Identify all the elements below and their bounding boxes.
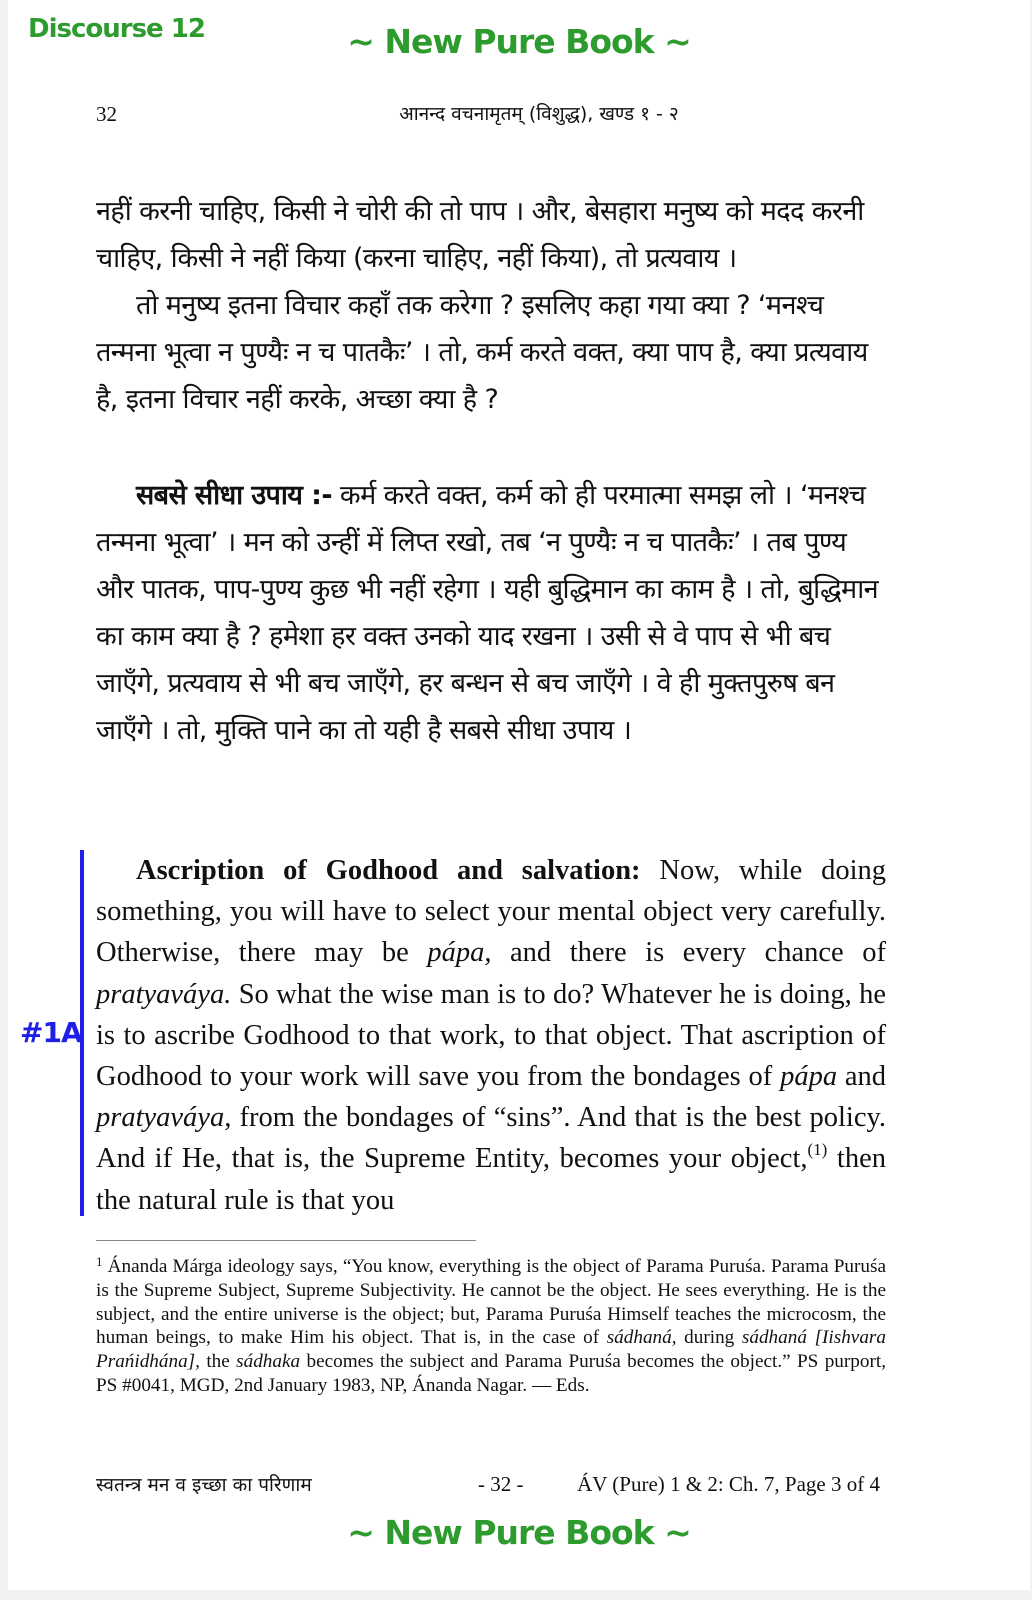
term-papa: pápa,: [427, 937, 492, 969]
term-pratyavaya: pratyaváya,: [96, 1102, 232, 1134]
english-text: Now, while doing something, you will have to select your mental object very carefully. Otherwise, there may be: [96, 855, 886, 969]
english-text: and: [837, 1061, 887, 1093]
hindi-lead: सबसे सीधा उपाय :-: [136, 480, 332, 511]
footnote-term: sádhaná,: [606, 1327, 677, 1349]
term-pratyavaya: pratyaváya.: [96, 978, 232, 1010]
hindi-paragraph-2: [96, 472, 886, 754]
footnote-ref[interactable]: (1): [807, 1140, 828, 1160]
discourse-label: Discourse 12: [28, 14, 205, 44]
english-paragraph: [96, 850, 886, 1221]
english-text: So what the wise man is to do? Whatever he is doing, he is to ascribe Godhood to that work, to that object. That ascription of Godhood to your work will save you from the bondages of: [96, 978, 886, 1093]
footnote-term: sádhaka: [236, 1351, 301, 1373]
footer-title: स्वतन्त्र मन व इच्छा का परिणाम: [96, 1474, 312, 1496]
term-papa: pápa: [780, 1061, 838, 1093]
footnote-number: 1: [96, 1254, 103, 1269]
footnote: [96, 1255, 886, 1398]
english-text: and there is every chance of: [491, 937, 886, 969]
hindi-paragraph-1: [96, 188, 886, 423]
footnote-term: sádhaná [Iishvara Prańidhána],: [96, 1327, 886, 1373]
section-marker: #1A: [20, 1016, 82, 1049]
hindi-text-1: नहीं करनी चाहिए, किसी ने चोरी की तो पाप । और, बेसहारा मनुष्य को मदद करनी चाहिए, किसी ने नहीं किया (करना चाहिए, नहीं किया), तो प्रत्यवाय ।: [96, 196, 864, 274]
english-lead: Ascription of Godhood and salvation:: [136, 855, 641, 886]
brand-footer: ~ New Pure Book ~: [347, 1513, 691, 1552]
document-page: [8, 0, 1030, 1590]
running-title: आनन्द वचनामृतम् (विशुद्ध), खण्ड १ - २: [399, 103, 679, 125]
footnote-text: during: [676, 1327, 742, 1349]
brand-header: ~ New Pure Book ~: [347, 22, 691, 61]
english-text: from the bondages of “sins”. And that is the best policy. And if He, that is, the Supreme Entity, becomes your object,: [96, 1102, 886, 1175]
english-text: then the natural rule is that you: [96, 1143, 886, 1216]
footer-reference: ÁV (Pure) 1 & 2: Ch. 7, Page 3 of 4: [577, 1472, 880, 1496]
footer-page-number: - 32 -: [478, 1472, 524, 1496]
footnote-divider: [96, 1240, 476, 1241]
hindi-text-2: तो मनुष्य इतना विचार कहाँ तक करेगा ? इसलिए कहा गया क्या ? ‘मनश्च तन्मना भूत्वा न पुण्यैः न च पातकैः’ । तो, कर्म करते वक्त, क्या पाप है, क्या प्रत्यवाय है, इतना विचार नहीं करके, अच्छा क्या है ?: [96, 290, 868, 415]
footnote-text: Ánanda Márga ideology says, “You know, everything is the object of Parama Puruśa. Parama Puruśa is the Supreme Subject, Supreme Subjectivity. He cannot be the object. He sees everything. He is the subject, and the entire universe is the object; but, Parama Puruśa Himself teaches the microcosm, the human beings, to make Him his object. That is, in the case of: [96, 1256, 886, 1349]
page-number: 32: [96, 102, 117, 126]
footnote-text: becomes the subject and Parama Puruśa becomes the object.” PS purport, PS #0041, MGD, 2nd January 1983, NP, Ánanda Nagar. — Eds.: [96, 1351, 886, 1396]
hindi-body: कर्म करते वक्त, कर्म को ही परमात्मा समझ लो । ‘मनश्च तन्मना भूत्वा’ । मन को उन्हीं में लिप्त रखो, तब ‘न पुण्यैः न च पातकैः’ । तब पुण्य और पातक, पाप-पुण्य कुछ भी नहीं रहेगा । यही बुद्धिमान का काम है । तो, बुद्धिमान का काम क्या है ? हमेशा हर वक्त उनको याद रखना । उसी से वे पाप से भी बच जाएँगे, प्रत्यवाय से भी बच जाएँगे, हर बन्धन से बच जाएँगे । वे ही मुक्तपुरुष बन जाएँगे । तो, मुक्ति पाने का तो यही है सबसे सीधा उपाय ।: [96, 480, 878, 746]
footnote-text: the: [199, 1351, 237, 1373]
